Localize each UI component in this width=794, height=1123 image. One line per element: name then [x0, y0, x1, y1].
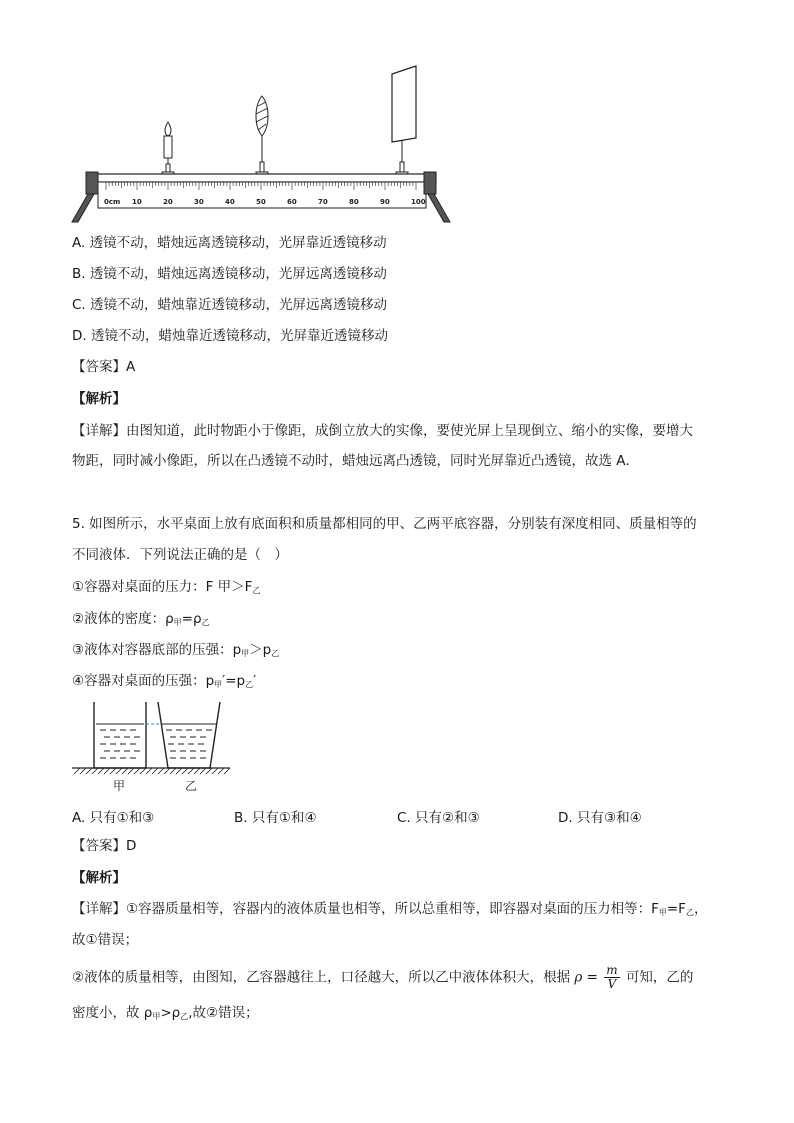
q5-option-b: B. 只有①和④: [234, 810, 317, 826]
container-jia: [94, 702, 146, 768]
q5-detail-line2: 故①错误；: [72, 932, 139, 948]
scale-label: 80: [349, 198, 359, 206]
scale-label: 60: [287, 198, 297, 206]
q5-options: [72, 806, 732, 824]
formula-rho: ρ =: [574, 969, 598, 986]
q5-stem-line2: 不同液体．下列说法正确的是（ ）: [72, 547, 288, 563]
scale-label: 30: [194, 198, 204, 206]
q4-option-c: C. 透镜不动，蜡烛靠近透镜移动，光屏远离透镜移动: [72, 297, 388, 313]
scale-label: 70: [318, 198, 328, 206]
q5-statement-2: ②液体的密度：$\rho_甲=\rho_乙$: [72, 611, 210, 627]
scale-label: 10: [132, 198, 142, 206]
q4-option-a: A. 透镜不动，蜡烛远离透镜移动，光屏靠近透镜移动: [72, 235, 387, 251]
optical-bench-figure: [70, 62, 460, 226]
containers-figure: [70, 700, 234, 796]
q4-detail-line2: 物距，同时减小像距，所以在凸透镜不动时，蜡烛远离凸透镜，同时光屏靠近凸透镜，故选 A．: [72, 453, 640, 469]
scale-label: 90: [380, 198, 390, 206]
container-yi: [158, 702, 220, 768]
scale-label: 40: [225, 198, 235, 206]
q5-option-d: D. 只有③和④: [558, 810, 642, 826]
q5-answer: 【答案】D: [72, 838, 137, 854]
q5-stem-line1: 5. 如图所示，水平桌面上放有底面积和质量都相同的甲、乙两平底容器，分别装有深度相同、质量相等的: [72, 516, 697, 532]
q4-detail-line1: 【详解】由图知道，此时物距小于像距，成倒立放大的实像，要使光屏上呈现倒立、缩小的实像，要增大: [72, 423, 693, 439]
bench-rail: [72, 172, 450, 222]
q4-option-d: D. 透镜不动，蜡烛靠近透镜移动，光屏靠近透镜移动: [72, 328, 388, 344]
q4-answer: 【答案】A: [72, 359, 136, 375]
q5-detail-line4: 密度小，故 $\rho_甲>\rho_乙$,故②错误；: [72, 1005, 259, 1021]
q4-analysis-heading: 【解析】: [72, 391, 126, 407]
q4-option-b: B. 透镜不动，蜡烛远离透镜移动，光屏远离透镜移动: [72, 266, 387, 282]
scale-label: 20: [163, 198, 173, 206]
q5-statement-1: ①容器对桌面的压力：F 甲$>F_乙$: [72, 579, 261, 595]
q5-analysis-heading: 【解析】: [72, 870, 126, 886]
scale-label: 100: [411, 198, 426, 206]
q5-option-a: A. 只有①和③: [72, 810, 155, 826]
scale-label: 0cm: [104, 198, 121, 206]
q5-option-c: C. 只有②和③: [397, 810, 480, 826]
label-yi: 乙: [185, 779, 198, 793]
lens-icon: [256, 96, 268, 184]
q5-detail-line3: ②液体的质量相等，由图知，乙容器越往上，口径越大，所以乙中液体体积大，根据 ρ = $\frac{m}{V}$ 可知，乙的: [72, 963, 694, 991]
scale-label: 50: [256, 198, 266, 206]
q5-statement-3: ③液体对容器底部的压强：$p_甲>p_乙$: [72, 642, 280, 658]
q5-detail-line1: 【详解】①容器质量相等，容器内的液体质量也相等，所以总重相等，即容器对桌面的压力相等：$F_甲=F_乙$，: [72, 901, 708, 917]
formula-fraction: $\frac{m}{V}$: [606, 963, 618, 991]
label-jia: 甲: [113, 779, 126, 793]
q5-statement-4: ④容器对桌面的压强：$p_甲'=p_乙'$: [72, 673, 257, 689]
screen-icon: [392, 66, 416, 184]
